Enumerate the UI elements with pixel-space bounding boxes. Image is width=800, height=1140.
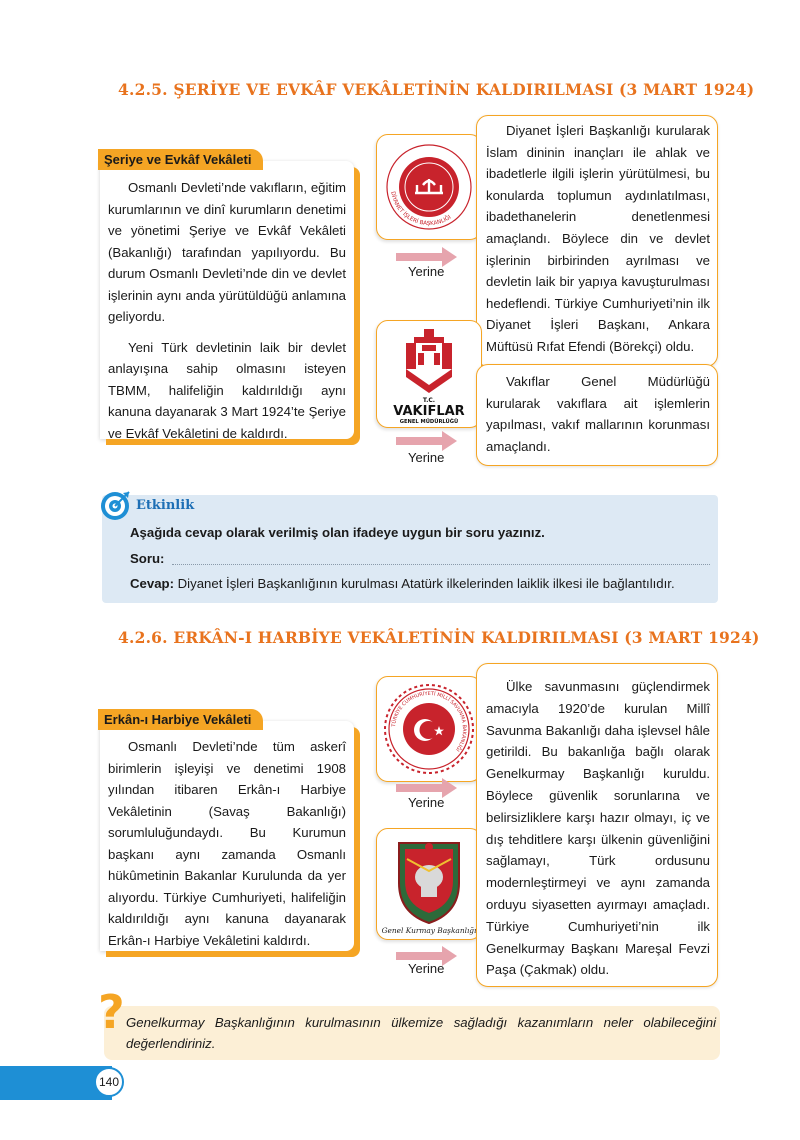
- target-icon: [99, 488, 133, 522]
- arrow-right-icon: [396, 430, 458, 452]
- info-box-title: Erkân-ı Harbiye Vekâleti: [98, 709, 263, 730]
- msb-logo-card: [376, 676, 482, 782]
- yerine-label: Yerine: [408, 795, 445, 810]
- cevap-text: Diyanet İşleri Başkanlığının kurulması Atatürk ilkelerinden laiklik ilkesi ile bağlantılıdır.: [177, 576, 675, 591]
- diyanet-logo-card: [376, 134, 482, 240]
- paragraph: Diyanet İşleri Başkanlığı kurularak İslam dininin inançları ile ahlak ve ibadetlerle ilgili işlerin yürütülmesi, bu konularda toplumun aydınlatılması, ibadethanelerin denetlenmesi amaçlandı. Böylece din ve devlet işlerinin birbirinden ayrılması ve devletin laik bir yapıya kavuşturulması hedeflendi. Türkiye Cumhuriyeti’nin ilk Diyanet İşleri Başkanı, Ankara Müftüsü Rıfat Efendi (Börekçi) oldu.: [486, 123, 710, 354]
- activity-instruction: Aşağıda cevap olarak verilmiş olan ifadeye uygun bir soru yazınız.: [130, 525, 545, 540]
- paragraph: Ülke savunmasını güçlendirmek amacıyla 1920’de kurulan Millî Savunma Bakanlığı daha işlevsel hâle getirildi. Bu bakanlığa bağlı olarak Genelkurmay Başkanlığı kuruldu. Böylece güvenlik sorunlarına ve belirsizliklere karşı hazır olmayı, iç ve dış tehditlere karşı ülkenin güvenliğini sağlamayı, Türk ordusunu modernleştirmeyi ve aynı zamanda orduyu siyasetten ayırmayı amaçladı. Türkiye Cumhuriyeti’nin ilk Genelkurmay Başkanı Mareşal Fevzi Paşa (Çakmak) oldu.: [486, 679, 710, 978]
- vakiflar-logo-icon: [377, 321, 481, 427]
- diyanet-info-box: [476, 115, 718, 367]
- diyanet-logo-icon: [377, 135, 481, 239]
- answer-line[interactable]: [172, 564, 710, 565]
- info-box-seriye: [100, 152, 354, 441]
- yerine-label: Yerine: [408, 961, 445, 976]
- activity-label: Etkinlik: [136, 498, 195, 513]
- cevap-row: [130, 576, 675, 591]
- gkb-info-box: [476, 663, 718, 987]
- msb-logo-icon: [377, 677, 481, 781]
- info-box-title: Şeriye ve Evkâf Vekâleti: [98, 149, 263, 170]
- question-mark-icon: ?: [98, 985, 125, 1039]
- vakiflar-tc-text: T.C.: [422, 397, 436, 404]
- vakiflar-info-box: [476, 364, 718, 466]
- section-title-seriye: 4.2.5. ŞERİYE VE EVKÂF VEKÂLETİNİN KALDIRILMASI (3 MART 1924): [118, 80, 755, 99]
- vakiflar-sub-text: GENEL MÜDÜRLÜĞÜ: [399, 419, 459, 425]
- info-box-erkan: [100, 712, 354, 951]
- question-text: Genelkurmay Başkanlığının kurulmasının ülkemize sağladığı kazanımların neler olabileceğini değerlendiriniz.: [126, 1015, 716, 1051]
- paragraph: Vakıflar Genel Müdürlüğü kurularak vakıflara ait işlemlerin yapılması, vakıf mallarının korunması amaçlandı.: [486, 374, 710, 454]
- soru-label: Soru:: [130, 551, 165, 566]
- msb-logo-text: TÜRKİYE CUMHURİYETİ MİLLÎ SAVUNMA BAKANLIĞI: [391, 690, 468, 753]
- paragraph: Yeni Türk devletinin laik bir devlet anlayışına sahip olmasını isteyen TBMM, halifeliğin kaldırıldığı aynı kanuna dayanarak 3 Mart 1924’te Şeriye ve Evkâf Vekâletini de kaldırdı.: [108, 339, 346, 441]
- cevap-label: Cevap:: [130, 576, 174, 591]
- vakiflar-logo-card: [376, 320, 482, 428]
- gkb-logo-card: [376, 828, 482, 940]
- diyanet-logo-text: DİYANET İŞLERİ BAŞKANLIĞI: [389, 191, 453, 228]
- paragraph: Osmanlı Devleti’nde tüm askerî birimlerin işleyişi ve denetimi 1908 yılından itibaren Erkân-ı Harbiye Vekâletinin (Savaş Bakanlığı) sorumluluğundaydı. Bu Kurumun başkanı aynı zamanda Osmanlı hükûmetinin Bakanlar Kurulunda da yer alıyordu. Türkiye Cumhuriyeti, halifeliğin kaldırıldığı aynı kanuna dayanarak Erkân-ı Harbiye Vekâletini kaldırdı.: [108, 739, 346, 948]
- section-title-erkan: 4.2.6. ERKÂN-I HARBİYE VEKÂLETİNİN KALDIRILMASI (3 MART 1924): [118, 628, 760, 647]
- page-number: 140: [94, 1067, 124, 1097]
- yerine-label: Yerine: [408, 450, 445, 465]
- yerine-label: Yerine: [408, 264, 445, 279]
- gkb-logo-icon: [377, 829, 481, 939]
- vakiflar-name-text: VAKIFLAR: [393, 404, 465, 419]
- paragraph: Osmanlı Devleti’nde vakıfların, eğitim kurumlarının ve dinî kurumların denetimi ve yönetimi Şeriye ve Evkâf Vekâleti (Bakanlığı) tarafından yapılıyordu. Bu durum Osmanlı Devleti’nde din ve devlet işlerinin aynı anda yürütüldüğü anlamına geliyordu.: [108, 180, 346, 324]
- gkb-caption: Genel Kurmay Başkanlığı: [381, 926, 477, 935]
